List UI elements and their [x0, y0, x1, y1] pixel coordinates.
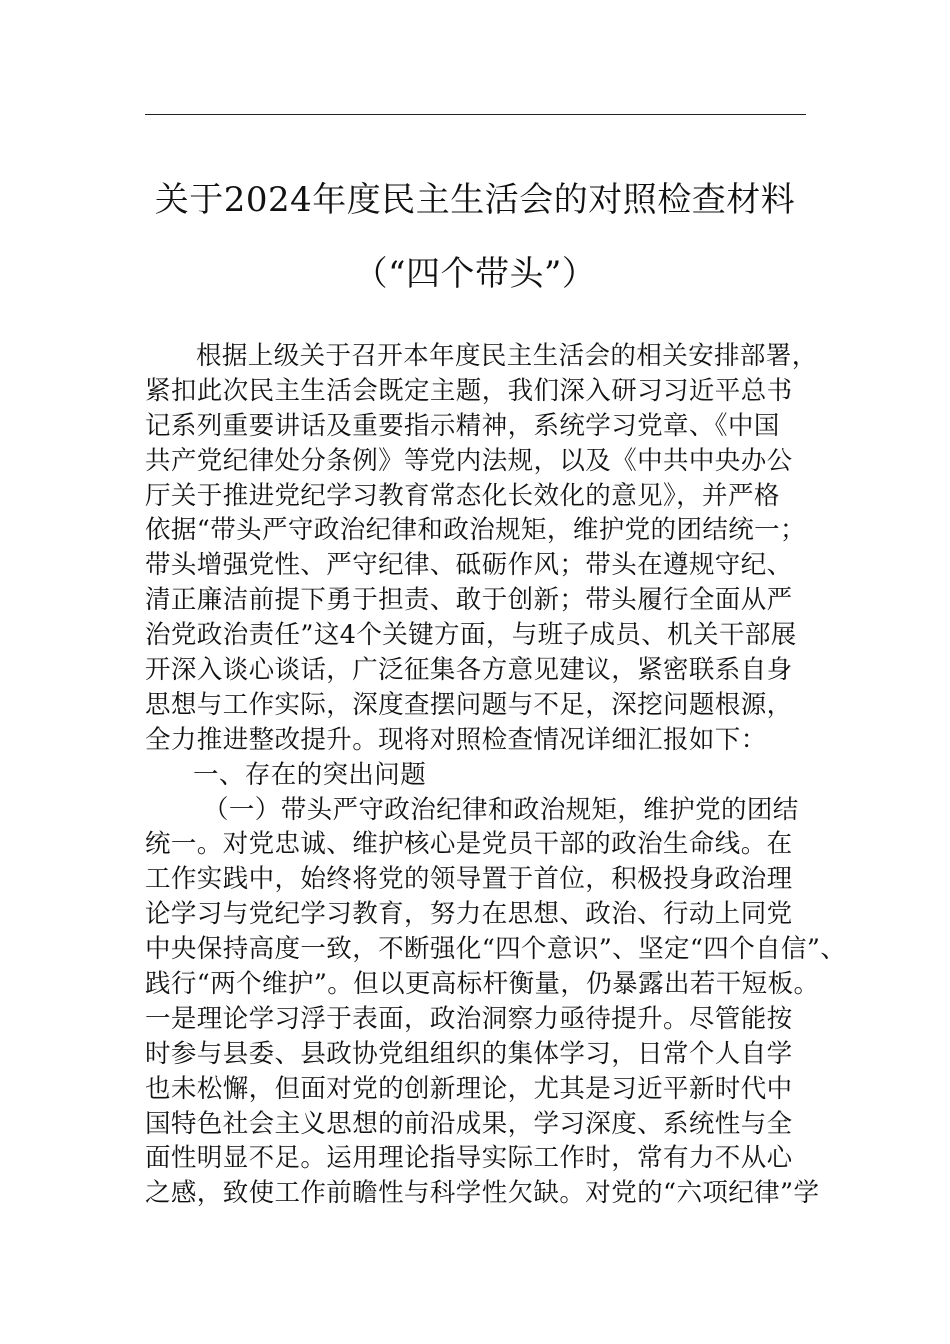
paragraph-line: 统一。对党忠诚、维护核心是党员干部的政治生命线。在: [145, 829, 793, 860]
paragraph-line: 之感，致使工作前瞻性与科学性欠缺。对党的“六项纪律”学: [145, 1178, 820, 1209]
paragraph-line: 工作实践中，始终将党的领导置于首位，积极投身政治理: [145, 864, 793, 895]
paragraph-line: 中央保持高度一致，不断强化“四个意识”、坚定“四个自信”、: [145, 934, 847, 965]
paragraph-line: 思想与工作实际，深度查摆问题与不足，深挖问题根源，: [145, 689, 793, 720]
paragraph-line: 践行“两个维护”。但以更高标杆衡量，仍暴露出若干短板。: [145, 969, 820, 1000]
paragraph-line: 记系列重要讲话及重要指示精神，系统学习党章、《中国: [145, 410, 780, 441]
paragraph-line: 治党政治责任”这4个关键方面，与班子成员、机关干部展: [145, 620, 797, 651]
paragraph-line: 厅关于推进党纪学习教育常态化长效化的意见》，并严格: [145, 480, 780, 511]
paragraph-line: 时参与县委、县政协党组组织的集体学习，日常个人自学: [145, 1038, 793, 1069]
paragraph-line: 论学习与党纪学习教育，努力在思想、政治、行动上同党: [145, 899, 793, 930]
paragraph-line: 清正廉洁前提下勇于担责、敢于创新；带头履行全面从严: [145, 585, 793, 616]
paragraph-line: 共产党纪律处分条例》等党内法规，以及《中共中央办公: [145, 445, 793, 476]
paragraph-line: 面性明显不足。运用理论指导实际工作时，常有力不从心: [145, 1143, 793, 1174]
paragraph-line: 紧扣此次民主生活会既定主题，我们深入研习习近平总书: [145, 375, 793, 406]
subsection-heading: （一）带头严守政治纪律和政治规矩，维护党的团结: [203, 794, 799, 825]
section-heading: 一、存在的突出问题: [193, 759, 427, 790]
paragraph-line: 国特色社会主义思想的前沿成果，学习深度、系统性与全: [145, 1108, 793, 1139]
document-body: [145, 339, 847, 1211]
document-title: 关于2024年度民主生活会的对照检查材料: [154, 180, 796, 220]
paragraph-line: 根据上级关于召开本年度民主生活会的相关安排部署，: [196, 341, 818, 371]
document-subtitle: （“四个带头”）: [353, 254, 597, 294]
paragraph-line: 依据“带头严守政治纪律和政治规矩，维护党的团结统一；: [145, 515, 806, 546]
paragraph-line: 也未松懈，但面对党的创新理论，尤其是习近平新时代中: [145, 1073, 793, 1104]
paragraph-line: 一是理论学习浮于表面，政治洞察力亟待提升。尽管能按: [145, 1003, 793, 1034]
paragraph-line: 带头增强党性、严守纪律、砥砺作风；带头在遵规守纪、: [145, 550, 793, 581]
header-rule: [145, 114, 806, 115]
paragraph-line: 开深入谈心谈话，广泛征集各方意见建议，紧密联系自身: [145, 655, 793, 686]
paragraph-line: 全力推进整改提升。现将对照检查情况详细汇报如下：: [145, 724, 767, 755]
